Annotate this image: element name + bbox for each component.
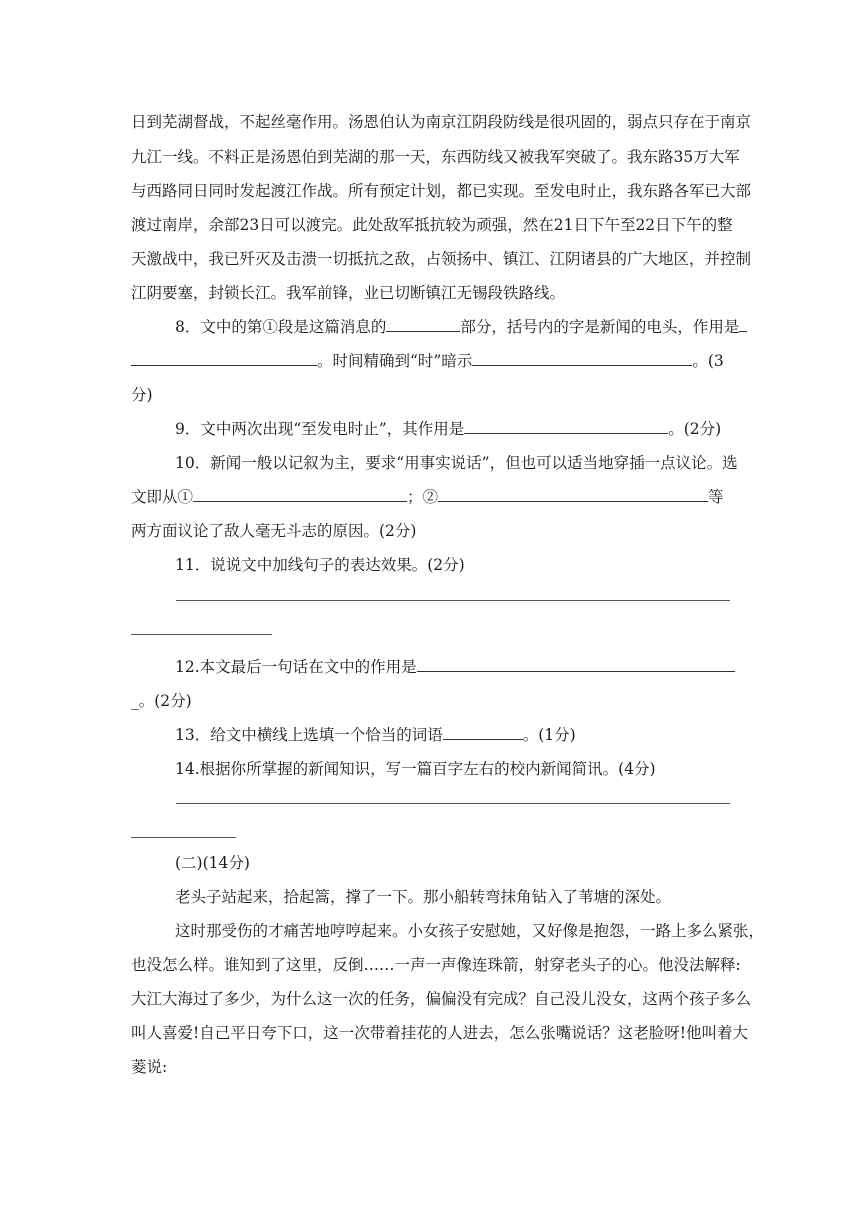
question-10-text: 文即从① (131, 488, 194, 506)
question-8-line3: 分) (131, 386, 153, 404)
passage-line: 叫人喜爱!自己平日夸下口，这一次带着挂花的人进去，怎么张嘴说话？这老脸呀!他叫着大 (131, 1024, 748, 1042)
answer-blank[interactable] (417, 657, 735, 672)
section-heading: (二)(14分) (175, 854, 250, 872)
question-11: 11．说说文中加线句子的表达效果。(2分) (175, 556, 465, 574)
answer-line[interactable] (131, 634, 272, 635)
question-13 (175, 725, 576, 745)
question-8-text: 。(3 (692, 352, 724, 370)
question-12-text: 12.本文最后一句话在文中的作用是 (175, 658, 417, 676)
answer-blank[interactable] (438, 487, 708, 502)
answer-blank[interactable] (386, 317, 460, 332)
passage-line: 也没怎么样。谁知到了这里，反倒……一声一声像连珠箭，射穿老头子的心。他没法解释: (131, 956, 741, 974)
answer-blank[interactable] (739, 317, 747, 332)
passage-line: 与西路同日同时发起渡江作战。所有预定计划，都已实现。至发电时止，我东路各军已大部 (131, 182, 752, 200)
answer-blank[interactable] (464, 419, 668, 434)
answer-line[interactable] (176, 600, 730, 601)
passage-line: 这时那受伤的才痛苦地哼哼起来。小女孩子安慰她，又好像是抱怨，一路上多么紧张， (175, 922, 765, 940)
question-8-text: 8．文中的第①段是这篇消息的 (175, 318, 387, 336)
passage-line: 天激战中，我已歼灭及击溃一切抵抗之敌，占领扬中、镇江、江阴诸县的广大地区，并控制 (131, 250, 752, 268)
question-10-text: 等 (708, 488, 724, 506)
question-8-line2 (131, 351, 724, 371)
question-10-line3: 两方面议论了敌人毫无斗志的原因。(2分) (131, 522, 417, 540)
passage-line: 江阴要塞，封锁长江。我军前锋，业已切断镇江无锡段铁路线。 (131, 284, 566, 302)
answer-blank[interactable] (193, 487, 407, 502)
question-9-text: 。(2分) (668, 420, 722, 438)
passage-line: 日到芜湖督战，不起丝毫作用。汤恩伯认为南京江阴段防线是很巩固的，弱点只存在于南京 (131, 113, 752, 131)
passage-line: 九江一线。不料正是汤恩伯到芜湖的那一天，东西防线又被我军突破了。我东路35万大军 (131, 148, 740, 166)
question-8-line1 (175, 317, 747, 337)
passage-line: 大江大海过了多少，为什么这一次的任务，偏偏没有完成？自己没儿没女，这两个孩子多么 (131, 990, 752, 1008)
answer-line[interactable] (176, 803, 730, 804)
question-8-text: 。时间精确到“时”暗示 (317, 352, 473, 370)
question-10-text: ；② (407, 488, 439, 506)
answer-blank[interactable] (472, 351, 692, 366)
question-10-line2 (131, 487, 724, 507)
question-14: 14.根据你所掌握的新闻知识，写一篇百字左右的校内新闻简讯。(4分) (175, 760, 656, 778)
passage-line: 渡过南岸，余部23日可以渡完。此处敌军抵抗较为顽强，然在21日下午至22日下午的整 (131, 216, 733, 234)
question-12-line2: _。(2分) (131, 692, 192, 710)
question-10-line1: 10．新闻一般以记叙为主，要求“用事实说话”，但也可以适当地穿插一点议论。选 (175, 454, 738, 472)
question-8-text: 部分，括号内的字是新闻的电头，作用是 (460, 318, 740, 336)
answer-blank[interactable] (443, 725, 523, 740)
answer-blank[interactable] (131, 351, 317, 366)
passage-line: 菱说: (131, 1058, 168, 1076)
answer-line[interactable] (131, 837, 236, 838)
question-13-text: 。(1分) (522, 726, 576, 744)
passage-paragraph: 老头子站起来，拾起篙，撑了一下。那小船转弯抹角钻入了苇塘的深处。 (175, 888, 672, 906)
question-9 (175, 419, 721, 439)
question-12-line1 (175, 657, 735, 677)
question-13-text: 13．给文中横线上选填一个恰当的词语 (175, 726, 443, 744)
question-9-text: 9．文中两次出现“至发电时止”，其作用是 (175, 420, 465, 438)
